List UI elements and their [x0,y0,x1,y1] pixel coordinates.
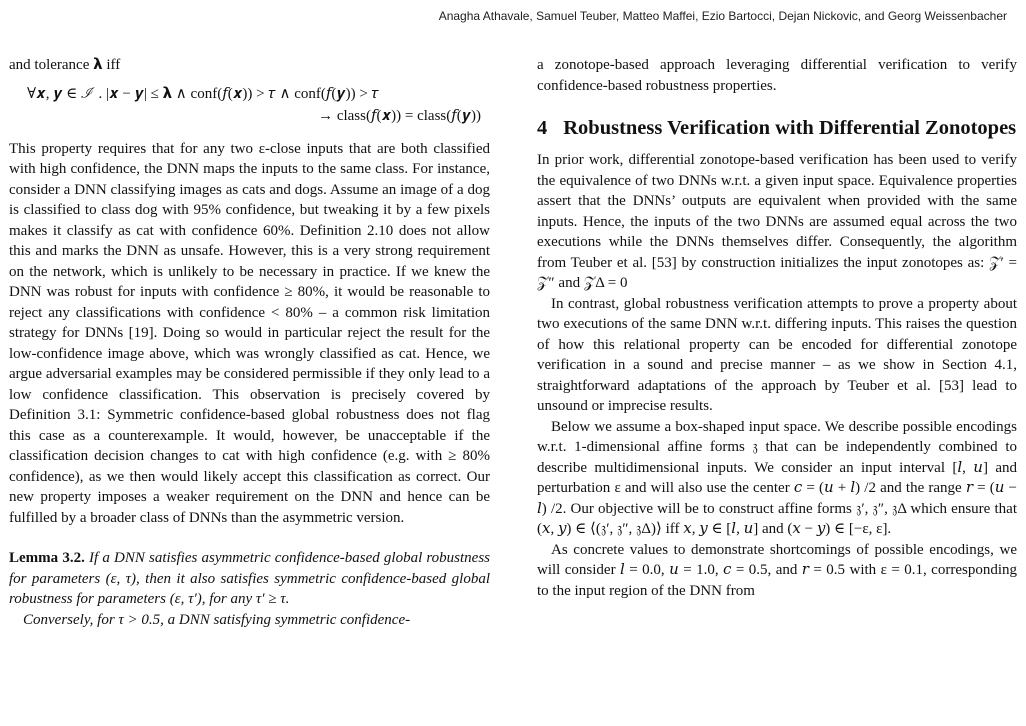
paragraph-concrete-values: As concrete values to demonstrate shortcomings of possible encodings, we will consider 𝑙 = 0.0, 𝑢 = 1.0, 𝑐 = 0.5, and 𝑟 = 0.5 with ε = 0.1, corresponding to the input region of the DNN from [537,541,1017,599]
formula-line-1: ∀𝒙, 𝒚 ∈ ℐ . |𝒙 − 𝒚| ≤ 𝝺 ∧ conf(𝑓(𝒙)) > 𝜏 ∧ conf(𝑓(𝒚)) > 𝜏 [27,85,379,102]
running-head-authors: Anagha Athavale, Samuel Teuber, Matteo Maffei, Ezio Bartocci, Dejan Nickovic, and Georg Weissenbacher [438,9,1007,23]
paragraph-contrast: In contrast, global robustness verification attempts to prove a property about two executions of the same DNN w.r.t. differing inputs. This raises the question of how this relational property can be encoded for differential zonotope verification in a sound and precise manner – as we show in Section 4.1, straightforward adaptations of the approach by Teuber et al. [53] lead to unsound or imprecise results. [537,295,1017,414]
explanation-paragraph: This property requires that for any two ε-close inputs that are both classified with high confidence, the DNN maps the inputs to the same class. For instance, consider a DNN classifying images as cats and dogs. Assume an image of a dog is classified to class dog with 95% confidence, but tweaking it by a few pixels makes it classify as cat with confidence 60%. Definition 2.10 does not allow this and marks the DNN as unsafe. However, this is a very strong requirement on the network, which is unlikely to be necessary in practice. If we knew the DNN was robust for inputs with confidence ≥ 80%, it would be reasonable to reject any classifications with confidence < 80% – a common risk limitation strategy for DNNs [19]. Doing so would in particular reject the result for the low-confidence image above, which was wrongly classified as cat. Hence, we argue adversarial examples may be considered permissible if they only lead to a low confidence classification. This observation is precisely covered by Definition 3.1: Symmetric confidence-based global robustness does not flag this case as a counterexample. It would, however, be unacceptable if the classification decision changes to cat with high confidence (e.g. with ≥ 80% confidence), as we then would likely accept this classification as correct. Our new property imposes a weaker requirement on the DNN and hence can be fulfilled by a broader class of DNNs than the asymmetric version. [9,140,490,526]
left-column [9,55,490,630]
approach-intro: a zonotope-based approach leveraging differential verification to verify confidence-based robustness properties. [537,57,1017,94]
lemma-3-2 [9,548,490,610]
lemma-statement: If a DNN satisfies asymmetric confidence-based global robustness for parameters (ε, τ), then it also satisfies symmetric confidence-based global robustness for parameters (ε, τ′), for any τ′ ≥ τ. [9,550,491,607]
section-number: 4 [537,117,548,139]
formula-line-2: → class(𝑓(𝒙)) = class(𝑓(𝒚)) [318,107,481,124]
paragraph-prior-work: In prior work, differential zonotope-based verification has been used to verify the equivalence of two DNNs w.r.t. a given input space. Equivalence properties assert that the DNNs’ outputs are equivalent when provided with the same inputs. Hence, the inputs of the two DNNs are assumed equal across the two executions while the DNNs themselves differ. Consequently, the algorithm from Teuber et al. [53] by construction initializes the input zonotopes as: 𝒵′ = 𝒵″ and 𝒵Δ = 0 [537,152,1017,291]
robustness-formula [9,83,490,127]
lemma-title: Lemma 3.2. [9,550,85,566]
right-column [537,55,1017,601]
definition-intro: and tolerance 𝝺 iff [9,57,121,73]
section-title: Robustness Verification with Differential Zonotopes [563,117,1017,139]
paragraph-encodings: Below we assume a box-shaped input space. We describe possible encodings w.r.t. 1-dimensional affine forms 𝔷 that can be independently combined to describe multidimensional inputs. We consider an input interval [𝑙, 𝑢] and perturbation ε and will also use the center 𝑐 = (𝑢 + 𝑙) /2 and the range 𝑟 = (𝑢 − 𝑙) /2. Our objective will be to construct affine forms 𝔷′, 𝔷″, 𝔷Δ which ensure that (𝑥, 𝑦) ∈ ⟨(𝔷′, 𝔷″, 𝔷Δ)⟩ iff 𝑥, 𝑦 ∈ [𝑙, 𝑢] and (𝑥 − 𝑦) ∈ [−ε, ε]. [537,418,1017,537]
section-heading [537,116,1017,140]
lemma-continuation: Conversely, for τ > 0.5, a DNN satisfying symmetric confidence- [23,611,411,628]
